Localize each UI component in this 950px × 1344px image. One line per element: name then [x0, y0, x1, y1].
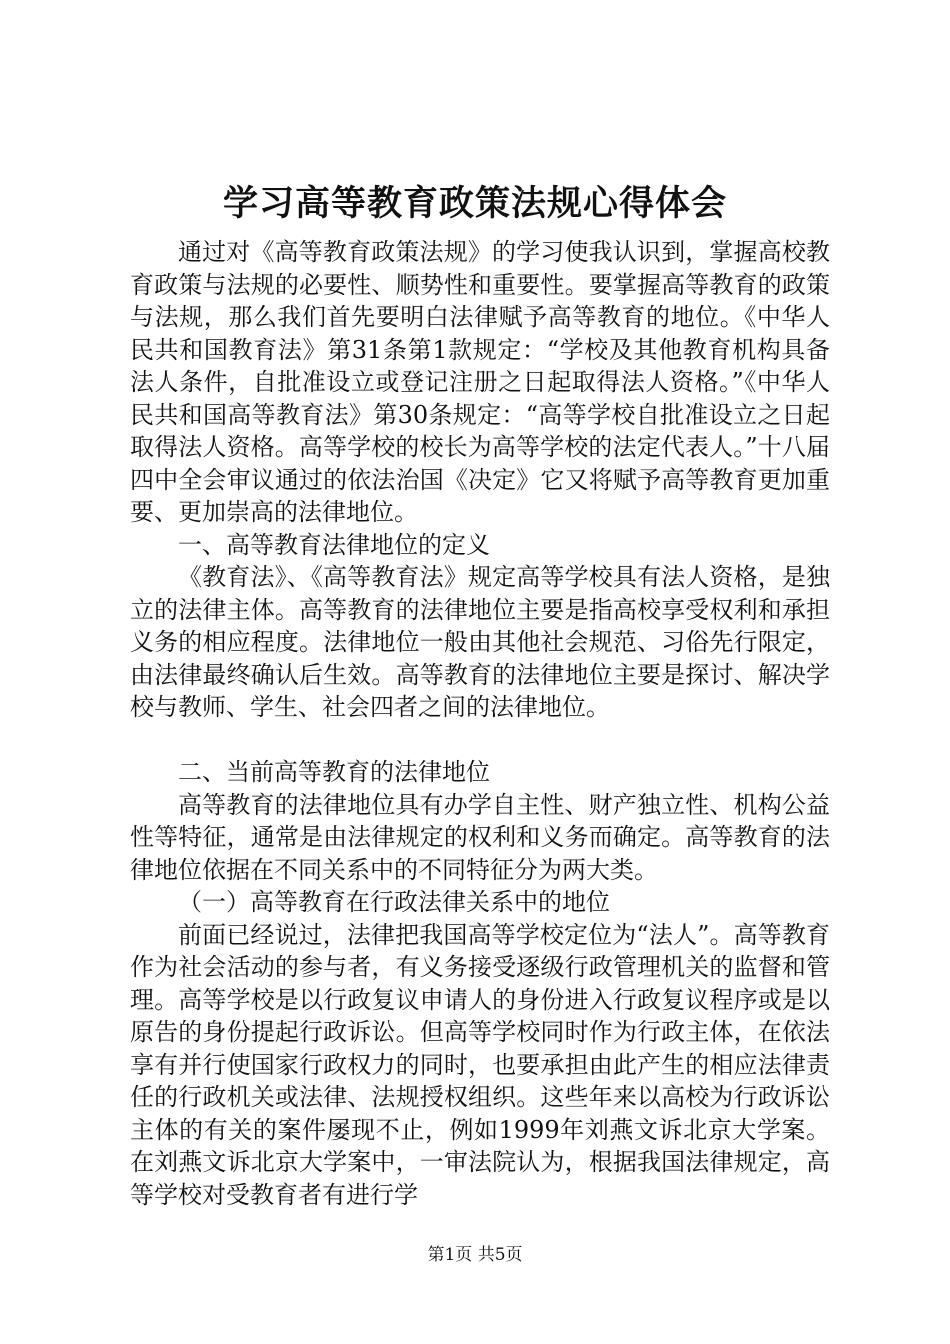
paragraph-current-status: 高等教育的法律地位具有办学自主性、财产独立性、机构公益性等特征，通常是由法律规定的权利和义务而确定。高等教育的法律地位依据在不同关系中的不同特征分为两大类。	[130, 790, 830, 884]
section-heading-2: 二、当前高等教育的法律地位	[178, 758, 490, 786]
page-footer: 第1页 共5页	[427, 1245, 523, 1265]
subsection-heading-1: （一）高等教育在行政法律关系中的地位	[178, 888, 610, 916]
paragraph-administrative: 前面已经说过，法律把我国高等学校定位为“法人”。高等教育作为社会活动的参与者，有义务接受逐级行政管理机关的监督和管理。高等学校是以行政复议申请人的身份进入行政复议程序或是以原告的身份提起行政诉讼。但高等学校同时作为行政主体，在依法享有并行使国家行政权力的同时，也要承担由此产生的相应法律责任的行政机关或法律、法规授权组织。这些年来以高校为行政诉讼主体的有关的案件屡现不止，例如1999年刘燕文诉北京大学案。在刘燕文诉北京大学案中，一审法院认为，根据我国法律规定，高等学校对受教育者有进行学	[130, 920, 830, 1209]
blank-line	[130, 724, 830, 757]
paragraph-definition: 《教育法》、《高等教育法》规定高等学校具有法人资格，是独立的法律主体。高等教育的法律地位主要是指高校享受权利和承担义务的相应程度。法律地位一般由其他社会规范、习俗先行限定，由法律最终确认后生效。高等教育的法律地位主要是探讨、解决学校与教师、学生、社会四者之间的法律地位。	[130, 563, 830, 721]
paragraph-intro: 通过对《高等教育政策法规》的学习使我认识到，掌握高校教育政策与法规的必要性、顺势性和重要性。要掌握高等教育的政策与法规，那么我们首先要明白法律赋予高等教育的地位。《中华人民共和国教育法》第31条第1款规定：“学校及其他教育机构具备法人条件，自批准设立或登记注册之日起取得法人资格。”《中华人民共和国高等教育法》第30条规定：“高等学校自批准设立之日起取得法人资格。高等学校的校长为高等学校的法定代表人。”十八届四中全会审议通过的依法治国《决定》它又将赋予高等教育更加重要、更加崇高的法律地位。	[130, 238, 830, 526]
document-body	[130, 236, 830, 1211]
section-heading-1: 一、高等教育法律地位的定义	[178, 530, 490, 559]
document-title: 学习高等教育政策法规心得体会	[222, 183, 727, 224]
